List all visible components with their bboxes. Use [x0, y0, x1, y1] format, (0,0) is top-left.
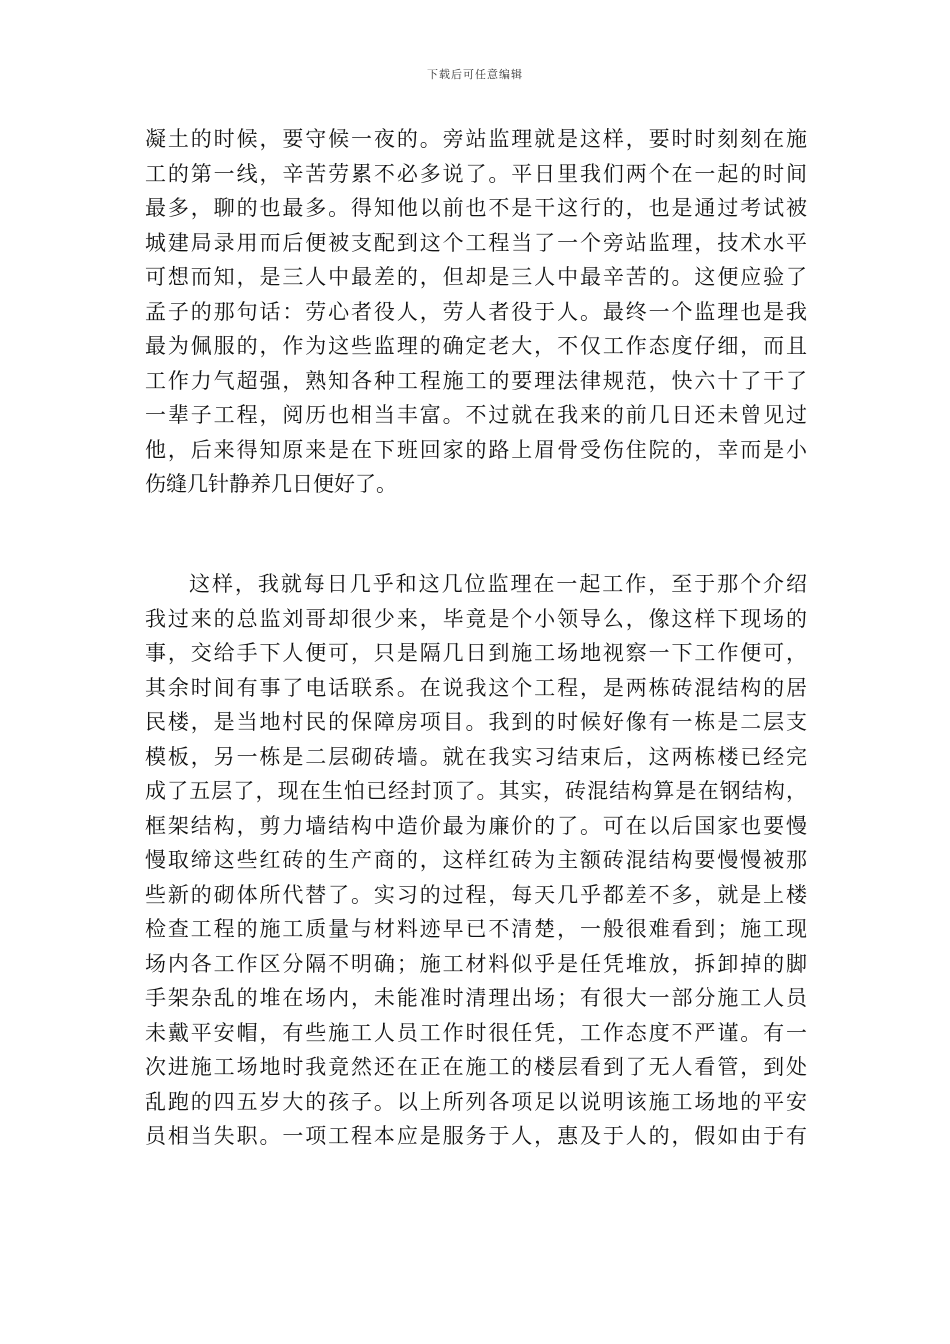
text-line: 工的第一线，辛苦劳累不必多说了。平日里我们两个在一起的时间 — [145, 161, 807, 186]
text-line: 些新的砌体所代替了。实习的过程，每天几乎都差不多，就是上楼 — [145, 882, 807, 907]
text-line: 乱跑的四五岁大的孩子。以上所列各项足以说明该施工场地的平安 — [145, 1089, 807, 1114]
text-line: 其余时间有事了电话联系。在说我这个工程，是两栋砖混结构的居 — [145, 675, 807, 700]
text-line: 可想而知，是三人中最差的，但却是三人中最辛苦的。这便应验了 — [145, 265, 807, 289]
text-line: 事，交给手下人便可，只是隔几日到施工场地视察一下工作便可， — [145, 641, 807, 665]
text-line: 最多，聊的也最多。得知他以前也不是干这行的，也是通过考试被 — [145, 196, 807, 220]
paragraph — [145, 567, 807, 1154]
text-line: 这样，我就每日几乎和这几位监理在一起工作，至于那个介绍 — [189, 572, 807, 596]
text-line: 他，后来得知原来是在下班回家的路上眉骨受伤住院的，幸而是小 — [145, 437, 807, 462]
text-line: 成了五层了，现在生怕已经封顶了。其实，砖混结构算是在钢结构， — [145, 779, 807, 803]
text-line: 孟子的那句话：劳心者役人，劳人者役于人。最终一个监理也是我 — [145, 299, 807, 324]
text-line: 模板，另一栋是二层砌砖墙。就在我实习结束后，这两栋楼已经完 — [145, 744, 807, 769]
paragraph — [145, 122, 807, 502]
text-line: 未戴平安帽，有些施工人员工作时很任凭，工作态度不严谨。有一 — [145, 1020, 807, 1045]
text-line: 场内各工作区分隔不明确；施工材料似乎是任凭堆放，拆卸掉的脚 — [145, 951, 807, 976]
text-line: 一辈子工程，阅历也相当丰富。不过就在我来的前几日还未曾见过 — [145, 403, 807, 427]
text-line: 民楼，是当地村民的保障房项目。我到的时候好像有一栋是二层支 — [145, 710, 807, 734]
text-line: 检查工程的施工质量与材料迹早已不清楚，一般很难看到；施工现 — [145, 917, 807, 941]
page-header: 下载后可任意编辑 — [427, 68, 523, 81]
text-line: 工作力气超强，熟知各种工程施工的要理法律规范，快六十了干了 — [145, 368, 807, 393]
text-line: 次进施工场地时我竟然还在正在施工的楼层看到了无人看管，到处 — [145, 1055, 807, 1079]
text-line: 最为佩服的，作为这些监理的确定老大，不仅工作态度仔细，而且 — [145, 334, 807, 358]
text-line: 城建局录用而后便被支配到这个工程当了一个旁站监理，技术水平 — [145, 230, 807, 255]
text-line: 慢取缔这些红砖的生产商的，这样红砖为主额砖混结构要慢慢被那 — [145, 848, 807, 872]
text-line: 我过来的总监刘哥却很少来，毕竟是个小领导么，像这样下现场的 — [145, 606, 807, 631]
text-line: 凝土的时候，要守候一夜的。旁站监理就是这样，要时时刻刻在施 — [145, 127, 807, 151]
text-line: 手架杂乱的堆在场内，未能准时清理出场；有很大一部分施工人员 — [145, 986, 807, 1010]
text-line: 伤缝几针静养几日便好了。 — [145, 472, 397, 496]
text-line: 框架结构，剪力墙结构中造价最为廉价的了。可在以后国家也要慢 — [145, 813, 807, 838]
text-line: 员相当失职。一项工程本应是服务于人，惠及于人的，假如由于有 — [145, 1124, 807, 1148]
